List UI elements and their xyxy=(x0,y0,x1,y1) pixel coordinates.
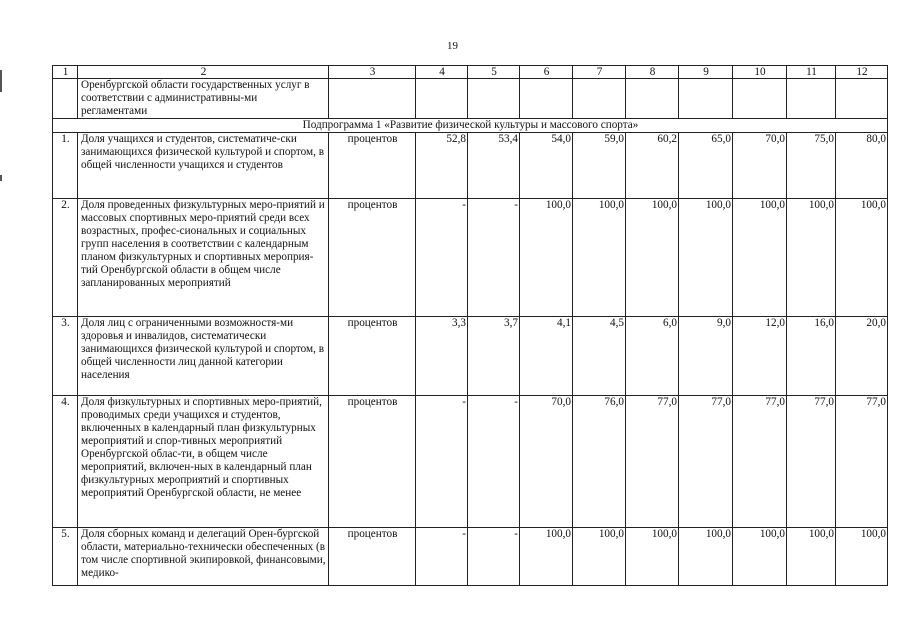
value-cell: 100,0 xyxy=(626,528,679,586)
value-cell: 16,0 xyxy=(787,317,836,396)
value-cell: 52,8 xyxy=(416,133,468,199)
value-cell: 60,2 xyxy=(626,133,679,199)
header-cell: 7 xyxy=(573,66,626,79)
value-cell: 80,0 xyxy=(836,133,888,199)
page-number: 19 xyxy=(447,40,458,52)
value-cell: 75,0 xyxy=(787,133,836,199)
value-cell: 100,0 xyxy=(733,528,787,586)
value-cell xyxy=(733,79,787,119)
indicator-name: Доля физкультурных и спортивных меро-приятий, проводимых среди учащихся и студентов, включенных в календарный план физкультурных мероприятий и спор-тивных мероприятий Оренбургской облас-ти, в общем числе мероприятий, включен-ных в календарный план физкультурных мероприятий и спортивных мероприятий Оренбургской области, не менее xyxy=(78,396,329,528)
indicator-name: Доля проведенных физкультурных меро-приятий и массовых спортивных меро-приятий среди всех возрастных, профес-сиональных и социальных групп населения в соответствии с календарным планом физкультурных и спортивных мероприя-тий Оренбургской области в общем числе запланированных мероприятий xyxy=(78,199,329,317)
row-number xyxy=(53,79,78,119)
value-cell: - xyxy=(416,528,468,586)
unit-cell: процентов xyxy=(329,317,416,396)
value-cell: 6,0 xyxy=(626,317,679,396)
indicator-name: Оренбургской области государственных услуг в соответствии с административны-ми регламентами xyxy=(78,79,329,119)
value-cell: 12,0 xyxy=(733,317,787,396)
value-cell: 76,0 xyxy=(573,396,626,528)
unit-cell: процентов xyxy=(329,528,416,586)
header-cell: 5 xyxy=(468,66,520,79)
header-cell: 1 xyxy=(53,66,78,79)
value-cell xyxy=(573,79,626,119)
row-number: 3. xyxy=(53,317,78,396)
header-cell: 11 xyxy=(787,66,836,79)
value-cell: 100,0 xyxy=(520,528,573,586)
value-cell: 100,0 xyxy=(573,199,626,317)
value-cell xyxy=(836,79,888,119)
indicators-table xyxy=(52,65,888,586)
value-cell: 100,0 xyxy=(679,199,733,317)
value-cell: 100,0 xyxy=(733,199,787,317)
indicator-name: Доля учащихся и студентов, систематиче-ски занимающихся физической культурой и спортом, в общей численности учащихся и студентов xyxy=(78,133,329,199)
value-cell: 100,0 xyxy=(836,528,888,586)
value-cell: 4,1 xyxy=(520,317,573,396)
header-cell: 10 xyxy=(733,66,787,79)
value-cell: 59,0 xyxy=(573,133,626,199)
value-cell xyxy=(416,79,468,119)
value-cell: - xyxy=(416,199,468,317)
continuation-row xyxy=(53,79,888,119)
value-cell: 100,0 xyxy=(626,199,679,317)
table-row xyxy=(53,396,888,528)
unit-cell: процентов xyxy=(329,199,416,317)
value-cell xyxy=(520,79,573,119)
table-row xyxy=(53,199,888,317)
value-cell: 100,0 xyxy=(573,528,626,586)
header-cell: 9 xyxy=(679,66,733,79)
value-cell: - xyxy=(468,528,520,586)
unit-cell: процентов xyxy=(329,396,416,528)
value-cell: 77,0 xyxy=(679,396,733,528)
value-cell: 4,5 xyxy=(573,317,626,396)
table-row xyxy=(53,528,888,586)
value-cell: 20,0 xyxy=(836,317,888,396)
value-cell: 65,0 xyxy=(679,133,733,199)
unit-cell: процентов xyxy=(329,133,416,199)
value-cell: 70,0 xyxy=(520,396,573,528)
header-cell: 12 xyxy=(836,66,888,79)
value-cell: 100,0 xyxy=(787,528,836,586)
left-edge-mark xyxy=(0,175,2,181)
table-row xyxy=(53,317,888,396)
value-cell: 70,0 xyxy=(733,133,787,199)
indicator-name: Доля сборных команд и делегаций Орен-бургской области, материально-технически обеспеченных (в том числе спортивной экипировкой, финансовыми, медико- xyxy=(78,528,329,586)
value-cell xyxy=(787,79,836,119)
value-cell: - xyxy=(468,199,520,317)
value-cell: 54,0 xyxy=(520,133,573,199)
header-cell: 3 xyxy=(329,66,416,79)
indicator-name: Доля лиц с ограниченными возможностя-ми здоровья и инвалидов, систематически занимающихся физической культурой и спортом, в общей численности лиц данной категории населения xyxy=(78,317,329,396)
table-header-row xyxy=(53,66,888,79)
value-cell xyxy=(626,79,679,119)
value-cell xyxy=(679,79,733,119)
header-cell: 2 xyxy=(78,66,329,79)
subprogram-title: Подпрограмма 1 «Развитие физической культуры и массового спорта» xyxy=(53,119,888,133)
row-number: 1. xyxy=(53,133,78,199)
value-cell: 100,0 xyxy=(787,199,836,317)
value-cell: 77,0 xyxy=(626,396,679,528)
value-cell: 100,0 xyxy=(836,199,888,317)
value-cell: 9,0 xyxy=(679,317,733,396)
value-cell: - xyxy=(416,396,468,528)
left-edge-mark xyxy=(0,70,2,92)
header-cell: 8 xyxy=(626,66,679,79)
row-number: 5. xyxy=(53,528,78,586)
value-cell: 77,0 xyxy=(836,396,888,528)
unit-cell xyxy=(329,79,416,119)
value-cell: 77,0 xyxy=(733,396,787,528)
subprogram-row xyxy=(53,119,888,133)
value-cell: 3,3 xyxy=(416,317,468,396)
value-cell: 100,0 xyxy=(679,528,733,586)
value-cell: 53,4 xyxy=(468,133,520,199)
value-cell: - xyxy=(468,396,520,528)
value-cell xyxy=(468,79,520,119)
header-cell: 6 xyxy=(520,66,573,79)
value-cell: 100,0 xyxy=(520,199,573,317)
table-row xyxy=(53,133,888,199)
row-number: 2. xyxy=(53,199,78,317)
header-cell: 4 xyxy=(416,66,468,79)
row-number: 4. xyxy=(53,396,78,528)
value-cell: 77,0 xyxy=(787,396,836,528)
value-cell: 3,7 xyxy=(468,317,520,396)
